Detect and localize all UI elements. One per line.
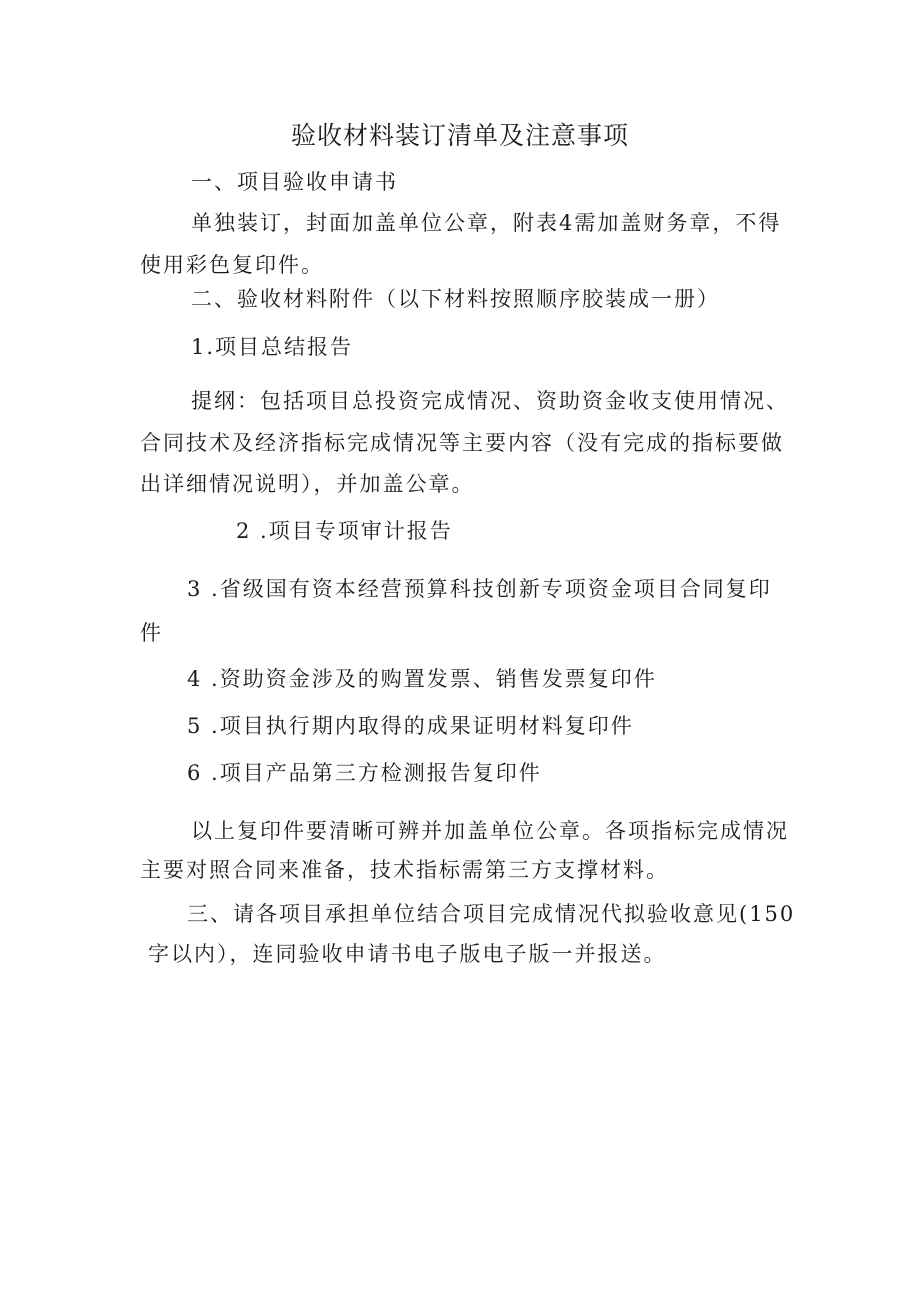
item6: 6 .项目产品第三方检测报告复印件	[187, 761, 542, 785]
note-line1: 以上复印件要清晰可辨并加盖单位公章。各项指标完成情况	[191, 819, 789, 843]
section1-body-line1: 单独装订，封面加盖单位公章，附表4需加盖财务章，不得	[191, 211, 782, 235]
item4: 4 .资助资金涉及的购置发票、销售发票复印件	[187, 667, 657, 691]
section1-heading: 一、项目验收申请书	[191, 170, 398, 194]
item1-body-line3: 出详细情况说明），并加盖公章。	[140, 472, 475, 496]
item1-heading: 1.项目总结报告	[191, 335, 354, 359]
note-line2: 主要对照合同来准备，技术指标需第三方支撑材料。	[140, 858, 669, 882]
section3-line1: 三、请各项目承担单位结合项目完成情况代拟验收意见(150	[187, 902, 796, 926]
document-title: 验收材料装订清单及注意事项	[290, 121, 629, 150]
section2-heading: 二、验收材料附件（以下材料按照顺序胶装成一册）	[191, 287, 720, 311]
section1-body-line2: 使用彩色复印件。	[140, 253, 324, 277]
item3-line2: 件	[140, 621, 163, 645]
item2: 2 .项目专项审计报告	[236, 519, 453, 543]
item5: 5 .项目执行期内取得的成果证明材料复印件	[187, 714, 634, 738]
item1-body-line2: 合同技术及经济指标完成情况等主要内容（没有完成的指标要做	[140, 431, 784, 455]
item3-line1: 3 .省级国有资本经营预算科技创新专项资金项目合同复印	[187, 577, 772, 601]
item1-body-line1: 提纲：包括项目总投资完成情况、资助资金收支使用情况、	[191, 389, 789, 413]
section3-line2: 字以内），连同验收申请书电子版电子版一并报送。	[148, 942, 667, 966]
